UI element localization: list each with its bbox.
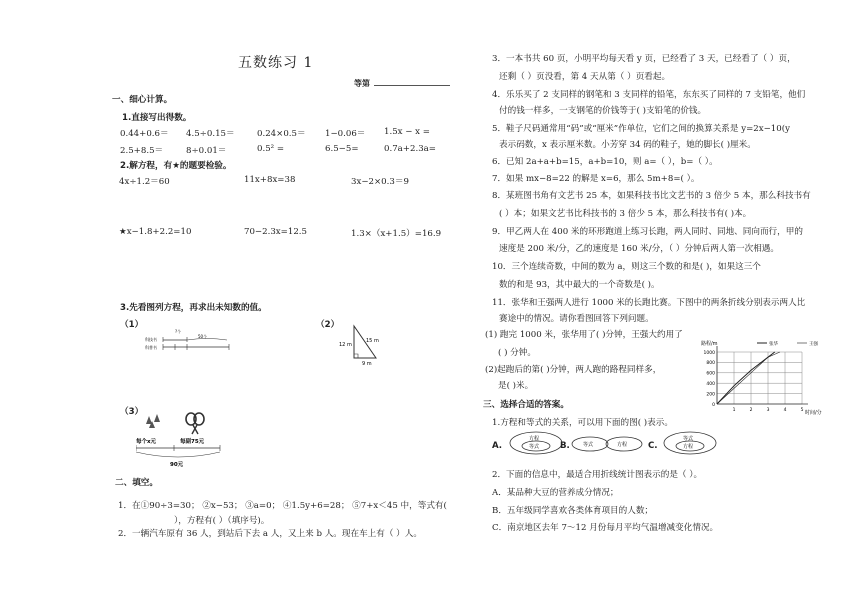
fill-line: 10．三个连续奇数，中间的数为 a，则这三个数的和是( )，如果这三个 — [492, 262, 761, 272]
fill-line: 还剩（ ）页没看，第 4 天从第（ ）页看起。 — [499, 72, 671, 82]
mental-math-item[interactable]: 6.5−5= — [325, 144, 359, 154]
chart-lines — [717, 352, 780, 404]
venn-a-outer: 方程 — [529, 436, 540, 442]
y-tick-label: 600 — [706, 371, 715, 377]
venn-option-c[interactable] — [662, 430, 718, 456]
fill-line: 数的和是 93，其中最大的一个奇数是( )。 — [499, 280, 660, 290]
venn-c-outer: 等式 — [683, 436, 694, 442]
equation-item[interactable]: 1.3×（x+1.5）=16.9 — [351, 229, 442, 239]
race-line-chart — [695, 338, 845, 418]
triangle-side-c: 9 m — [362, 361, 372, 366]
page-title: 五数练习 1 — [238, 55, 314, 71]
fig2-label: （2） — [316, 320, 340, 330]
equation-item[interactable]: 70−2.3x=12.5 — [244, 227, 307, 237]
legend-label: 王强 — [809, 342, 818, 347]
fig1-label: （1） — [120, 320, 144, 330]
x-tick-label: 3 — [766, 408, 770, 413]
grade-label — [354, 78, 450, 89]
mental-math-item[interactable]: 0.7a+2.3a= — [384, 144, 436, 154]
series-line-2 — [717, 352, 780, 404]
q3-heading: 3.先看图列方程，再求出未知数的值。 — [120, 303, 267, 313]
mental-math-item[interactable]: 1.5x − x = — [384, 127, 430, 137]
fill-q2: 2．一辆汽车原有 36 人，到站后下去 a 人，又上来 b 人。现在车上有（ ）人。 — [118, 529, 422, 539]
fill-line: 11．张华和王强两人进行 1000 米的长跑比赛。下图中的两条折线分别表示两人比 — [492, 298, 806, 308]
q11-2b: 是( )米。 — [498, 381, 534, 391]
equation-item[interactable]: 4x÷1.2＝60 — [119, 177, 170, 187]
venn-option-b[interactable] — [570, 434, 646, 454]
grade-text: 等第 — [354, 79, 370, 88]
choice-q2-option-a[interactable]: A．某品种大豆的营养成分情况； — [492, 488, 619, 498]
fill-line: 7．如果 mx−8=22 的解是 x=6，那么 5m+8=( ）。 — [492, 174, 700, 184]
venn-b-left: 等式 — [583, 442, 594, 448]
fill-line: 4．乐乐买了 2 支同样的钢笔和 3 支同样的铅笔，东东买了同样的 7 支铅笔，他们 — [492, 90, 806, 100]
venn-c-inner: 方程 — [683, 444, 694, 450]
y-tick-label: 1000 — [703, 350, 715, 356]
triangle-side-b: 15 m — [366, 338, 379, 344]
x-tick-label: 4 — [783, 408, 787, 413]
y-tick-label: 800 — [706, 361, 715, 367]
mental-math-item[interactable]: 0.44+0.6＝ — [120, 129, 169, 139]
mental-math-item[interactable]: 4.5÷0.15＝ — [186, 129, 235, 139]
fill-line: 付的钱一样多，一支钢笔的价钱等于( )支铅笔的价钱。 — [499, 106, 707, 116]
fig3-left-label: 每个x元 — [136, 439, 157, 445]
segment-diagram — [145, 328, 235, 352]
y-tick-label: 200 — [706, 392, 715, 398]
option-c-label[interactable]: C. — [648, 441, 658, 451]
option-b-label[interactable]: B. — [560, 441, 570, 451]
shuttlecock-icon — [146, 414, 160, 428]
section-1-heading: 一、细心计算。 — [112, 95, 173, 105]
chart-ticks — [704, 350, 804, 413]
mental-math-item[interactable]: 0.5² = — [257, 144, 285, 154]
fill-line: 9．甲乙两人在 400 米的环形跑道上练习长跑，两人同时、同地、同向而行，甲的 — [492, 227, 803, 237]
q11-1a: (1) 跑完 1000 米，张华用了( )分钟，王强大约用了 — [485, 330, 683, 340]
mental-math-item[interactable]: 2.5+8.5＝ — [120, 146, 164, 156]
section-3-heading: 三、选择合适的答案。 — [483, 400, 569, 410]
equation-item[interactable]: 3x−2×0.3＝9 — [351, 177, 409, 187]
fill-line: 3．一本书共 60 页，小明平均每天看 y 页，已经看了 3 天，已经看了（ ）页， — [492, 54, 796, 64]
mental-math-item[interactable]: 0.24×0.5＝ — [257, 129, 306, 139]
venn-option-a[interactable] — [508, 430, 564, 456]
chart-xlabel: 时间/分 — [805, 410, 822, 416]
fill-q1-line2: ），方程有( ）（填序号)。 — [174, 516, 270, 526]
equation-item[interactable]: 11x+8x=38 — [244, 175, 296, 185]
q2-heading: 2.解方程，有★的题要检验。 — [120, 161, 232, 171]
choice-q2-option-c[interactable]: C．南京地区去年 7～12 月份每月平均气温增减变化情况。 — [492, 523, 719, 533]
fig1-mid-label: 50个 — [198, 334, 208, 339]
x-tick-label: 1 — [732, 408, 736, 413]
y-tick-label: 400 — [706, 382, 715, 387]
x-tick-label: 2 — [749, 408, 753, 413]
q11-2a: (2)起跑后的第( )分钟，两人跑的路程同样多， — [485, 365, 662, 375]
racket-icon — [186, 413, 204, 434]
legend-label: 张华 — [769, 342, 778, 347]
x-tick-label: 5 — [800, 408, 804, 413]
fill-line: 速度是 200 米/分，乙的速度是 160 米/分，（ ）分钟后两人第一次相遇。 — [499, 244, 779, 254]
fig1-row2-label: 科普书 — [145, 345, 157, 350]
fill-line: 表示码数，x 表示厘米数。小芳穿 34 码的鞋子，她的脚长( )厘米。 — [499, 140, 756, 150]
mental-math-item[interactable]: 1−0.06＝ — [325, 129, 366, 139]
fill-q1-line1: 1．在①90÷3=30； ②x−53； ③a=0； ④1.5y+6=28； ⑤7+x＜45 中，等式有( — [118, 501, 447, 511]
choice-q2: 2．下面的信息中，最适合用折线统计图表示的是（ ）。 — [492, 470, 703, 480]
chart-legend — [757, 340, 818, 347]
venn-b-right: 方程 — [617, 442, 628, 448]
q11-1b: ( ) 分钟。 — [498, 348, 536, 358]
fill-line: 5．鞋子尺码通常用“码”或“厘米”作单位，它们之间的换算关系是 y=2x−10(y — [492, 124, 790, 134]
grade-blank[interactable] — [374, 85, 450, 86]
fig1-row1-label: 科技书 — [145, 337, 157, 342]
fill-line: ( ）本；如果文艺书比科技书的 3 倍少 5 本，那么科技书有( )本。 — [499, 209, 752, 219]
equation-item[interactable]: ★x−1.8+2.2=10 — [119, 227, 192, 237]
fig3-total-label: 90元 — [170, 462, 184, 468]
fig1-top-label: ?个 — [175, 329, 182, 334]
chart-ylabel: 路程/m — [701, 341, 718, 347]
option-a-label[interactable]: A. — [492, 441, 503, 451]
triangle-diagram — [338, 322, 390, 366]
rackets-diagram — [136, 412, 226, 468]
q1-heading: 1.直接写出得数。 — [122, 113, 192, 123]
venn-a-inner: 等式 — [529, 444, 540, 450]
triangle-side-a: 12 m — [339, 342, 352, 348]
fill-line: 6．已知 2a+a+b=15，a+b=10，则 a=（ ），b=（ ）。 — [492, 157, 718, 167]
fig3-label: （3） — [120, 407, 144, 417]
fill-line: 赛途中的情况。请你看图回答下列问题。 — [499, 314, 654, 324]
choice-q1: 1.方程和等式的关系，可以用下面的图( )表示。 — [492, 418, 673, 428]
fill-line: 8．某班图书角有文艺书 25 本，如果科技书比文艺书的 3 倍少 5 本，那么科技书有 — [492, 191, 811, 201]
y-tick-label: 0 — [712, 402, 715, 408]
mental-math-item[interactable]: 8÷0.01＝ — [186, 146, 227, 156]
choice-q2-option-b[interactable]: B．五年级同学喜欢各类体育项目的人数； — [492, 506, 654, 516]
fig3-right-label: 每副75元 — [180, 439, 205, 445]
chart-grid — [717, 346, 808, 404]
section-2-heading: 二、填空。 — [115, 478, 158, 488]
